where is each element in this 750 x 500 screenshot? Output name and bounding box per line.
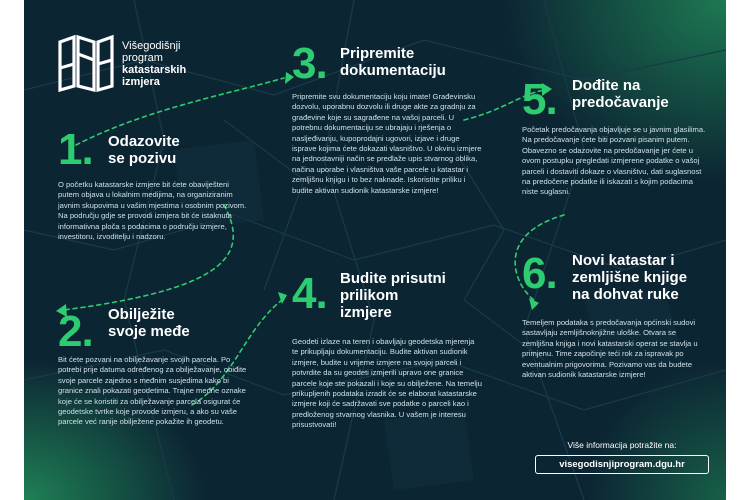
step-6-number: 6.	[522, 249, 557, 298]
website-link[interactable]: visegodisnjiprogram.dgu.hr	[535, 455, 709, 474]
step-4-text: Geodeti izlaze na teren i obavljaju geodetska mjerenja te prikupljaju dokumentaciju. Budite aktivan sudionik izmjere, budite u vrijeme izmjere na svojoj parceli i potvrdite da su geodeti izmjerili upravo one granice parcele koje ste pokazali i koje su obilježene. Na temelju prikupljenih podataka izradit će se elaborat katastarske izmjere koji će sadržavati sve podatke o parceli kao i predloženog stvarnog vlasnika. U vašem je interesu prisustvovati!	[292, 337, 482, 430]
step-1-number: 1.	[58, 125, 93, 174]
step-2-text: Bit ćete pozvani na obilježavanje svojih parcela. Po potrebi prije datuma određenog za obilježavanje, obiđite svoje parcele zajedno s međnim susjedima kako bi granice znali pokazati geodetima. Trajne međne oznake koje će se koristiti za obilježavanje parcela osigurat će geodetske tvrtke koje provode izmjeru, a ako su vaše parcele već ranije obilježene pokažite ih geodetu.	[58, 355, 247, 427]
program-name-line2: program	[122, 52, 163, 64]
step-4-title	[340, 270, 446, 321]
more-info-box	[532, 440, 712, 474]
step-2-title-line2: svoje međe	[108, 323, 190, 340]
step-4-number: 4.	[292, 269, 327, 318]
step-5-text: Početak predočavanja objavljuje se u javnim glasilima. Na predočavanje ćete biti pozvani pisanim putem. Obavezno se odazovite na predočavanje jer ćete u ovom postupku pregledati izmjerene podatke o vašoj parceli i dostaviti dokaze o vlasništvu, dati suglasnost na predočene podatke ili iskazati s kojim podacima niste suglasni.	[522, 125, 706, 197]
step-3-title-line1: Pripremite	[340, 45, 415, 62]
program-name-line1: Višegodišnji	[122, 40, 181, 52]
program-name-line3: katastarskih	[122, 64, 187, 76]
step-6-title-line3: na dohvat ruke	[572, 286, 679, 303]
step-3-title-line2: dokumentaciju	[340, 62, 446, 79]
step-2-number: 2.	[58, 307, 93, 356]
step-6-title	[572, 252, 687, 303]
step-2-title	[108, 306, 190, 340]
step-6-title-line1: Novi katastar i	[572, 252, 675, 269]
program-name	[122, 40, 186, 88]
step-2-title-line1: Obilježite	[108, 306, 175, 323]
program-logo-map-icon	[56, 34, 116, 92]
step-1-title-line1: Odazovite	[108, 133, 180, 150]
program-name-line4: izmjera	[122, 76, 160, 88]
step-3-title	[340, 45, 446, 79]
poster	[24, 0, 726, 500]
step-5-title	[572, 77, 669, 111]
step-1-title	[108, 133, 180, 167]
step-5-number: 5.	[522, 75, 557, 124]
step-4-title-line2: prilikom	[340, 287, 399, 304]
step-6-text: Temeljem podataka s predočavanja općinski sudovi sastavljaju zemljišnoknjižne uloške. Otvara se zemljišna knjiga i novi katastarski operat se stavlja u primjenu. Time započinje teći rok za ispravak po eventualnim prigovorima. Pozivamo vas da budete aktivan sudionik katastarske izmjere!	[522, 318, 698, 380]
step-4-title-line3: izmjere	[340, 304, 392, 321]
step-4-title-line1: Budite prisutni	[340, 270, 446, 287]
step-3-text: Pripremite svu dokumentaciju koju imate! Građevinsku dozvolu, uporabnu dozvolu ili druge akte za gradnju za građevine koje su sagrađene na vašoj parceli. U potrebnu dokumentaciju se ubrajaju i rješenja o nasljeđivanju, kupoprodajni ugovori, izjave i druge isprave kojima ćete dokazati vlasništvo. U okviru izmjere na jednostavniji način se predlaže upis stvarnog oblika, načina uporabe i vlasništva vaše parcele u katastar i zemljišnu knjigu i to bez naknade. Iskoristite priliku i budite aktivan sudionik katastarske izmjere!	[292, 92, 482, 195]
step-1-text: O početku katastarske izmjere bit ćete obaviješteni putem objava u lokalnim medijima, na organiziranim javnim skupovima u vašim mjestima i osobnim pozivom. Na području gdje se provodi izmjera bit će istaknuta informativna ploča s podacima o području izmjere, investitoru, izvoditelju i nadzoru.	[58, 180, 247, 242]
step-6-title-line2: zemljišne knjige	[572, 269, 688, 286]
more-info-label: Više informacija potražite na:	[567, 440, 677, 450]
step-3-number: 3.	[292, 39, 327, 88]
step-1-title-line2: se pozivu	[108, 150, 177, 167]
step-5-title-line1: Dođite na	[572, 77, 641, 94]
step-5-title-line2: predočavanje	[572, 94, 669, 111]
